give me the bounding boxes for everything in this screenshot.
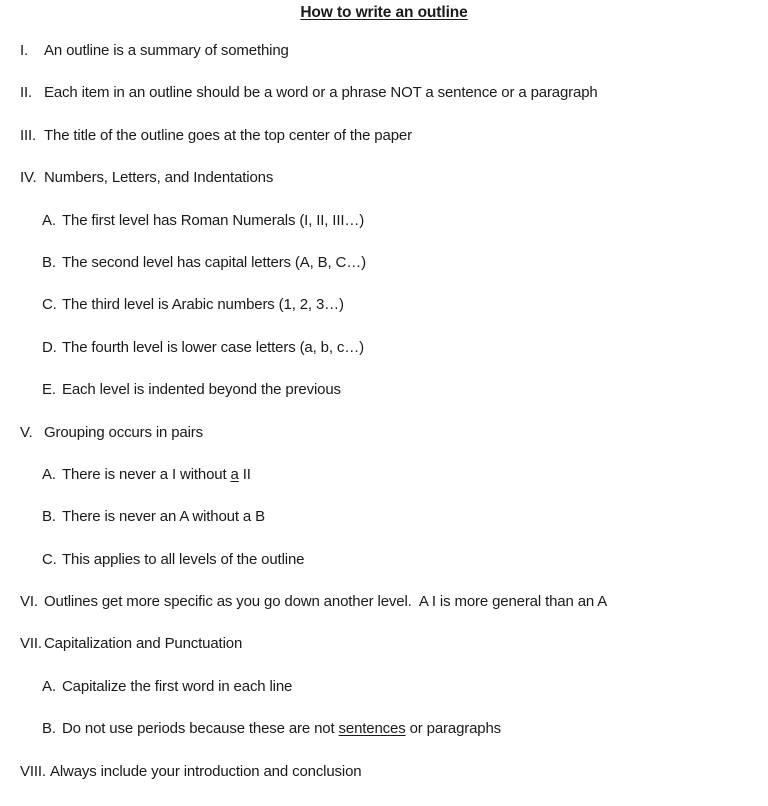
outline-item xyxy=(0,338,768,380)
outline-item-text: Capitalization and Punctuation xyxy=(44,635,243,653)
outline-item-marker: I. xyxy=(20,42,29,59)
outline-item-text xyxy=(62,719,501,738)
outline-item xyxy=(0,677,768,719)
outline-item xyxy=(0,719,768,761)
outline-text-segment: II xyxy=(238,465,251,483)
outline-item xyxy=(0,507,768,549)
outline-item xyxy=(0,295,768,337)
outline-item-marker: VII. xyxy=(20,635,42,653)
outline-item xyxy=(0,41,768,83)
outline-item-text: Always include your introduction and conclusion xyxy=(50,762,362,780)
outline-text-underlined: a xyxy=(230,465,239,483)
outline-item-text: Each item in an outline should be a word or a phrase NOT a sentence or a paragraph xyxy=(44,84,598,102)
outline-item-marker: V. xyxy=(20,423,33,441)
outline-item-text: An outline is a summary of something xyxy=(44,42,289,59)
outline-item-marker: E. xyxy=(42,381,56,399)
outline-item-marker: B. xyxy=(42,253,56,271)
outline-item-marker: A. xyxy=(42,211,56,229)
outline-list xyxy=(0,41,768,804)
outline-item xyxy=(0,550,768,592)
page-title-text: How to write an outline xyxy=(300,4,468,21)
outline-item xyxy=(0,592,768,634)
outline-item xyxy=(0,380,768,422)
outline-item-marker: IV. xyxy=(20,169,37,187)
outline-item-marker: VI. xyxy=(20,593,38,611)
outline-item-marker: II. xyxy=(20,84,33,102)
outline-item xyxy=(0,423,768,465)
outline-text-segment: or paragraphs xyxy=(405,720,502,738)
outline-item-text: The fourth level is lower case letters (a, b, c…) xyxy=(62,338,364,356)
outline-item-marker: III. xyxy=(20,126,37,144)
outline-item-text: Grouping occurs in pairs xyxy=(44,423,203,441)
outline-item-text: The third level is Arabic numbers (1, 2, 3…) xyxy=(62,296,344,314)
outline-item-text: The second level has capital letters (A, B, C…) xyxy=(62,253,366,271)
outline-item-marker: D. xyxy=(42,338,57,356)
outline-item xyxy=(0,83,768,125)
outline-text-underlined: sentences xyxy=(338,720,406,738)
outline-item-marker: C. xyxy=(42,550,57,568)
outline-item-marker: A. xyxy=(42,677,56,695)
outline-text-segment: Do not use periods because these are not xyxy=(62,720,339,738)
outline-item xyxy=(0,762,768,804)
outline-item-text: Each level is indented beyond the previous xyxy=(62,381,341,399)
outline-item xyxy=(0,634,768,676)
outline-item-text xyxy=(62,465,251,484)
outline-item-text: Capitalize the first word in each line xyxy=(62,677,293,695)
page-title xyxy=(0,3,768,23)
outline-item xyxy=(0,253,768,295)
outline-item-marker: VIII. xyxy=(20,762,46,780)
outline-item-marker: C. xyxy=(42,296,57,314)
outline-item-text: The first level has Roman Numerals (I, II, III…) xyxy=(62,211,365,229)
outline-item-text: There is never an A without a B xyxy=(62,508,265,526)
outline-item-text: This applies to all levels of the outline xyxy=(62,550,305,568)
outline-item xyxy=(0,465,768,507)
outline-text-segment: There is never a I without xyxy=(62,465,231,483)
outline-item xyxy=(0,168,768,210)
outline-item-text: Outlines get more specific as you go down another level. A I is more general than an A xyxy=(44,593,608,611)
outline-item-marker: B. xyxy=(42,508,56,526)
outline-item xyxy=(0,211,768,253)
outline-item-marker: B. xyxy=(42,720,56,738)
outline-item xyxy=(0,126,768,168)
outline-item-text: Numbers, Letters, and Indentations xyxy=(44,169,274,187)
outline-item-text: The title of the outline goes at the top center of the paper xyxy=(44,126,412,144)
outline-item-marker: A. xyxy=(42,465,56,483)
